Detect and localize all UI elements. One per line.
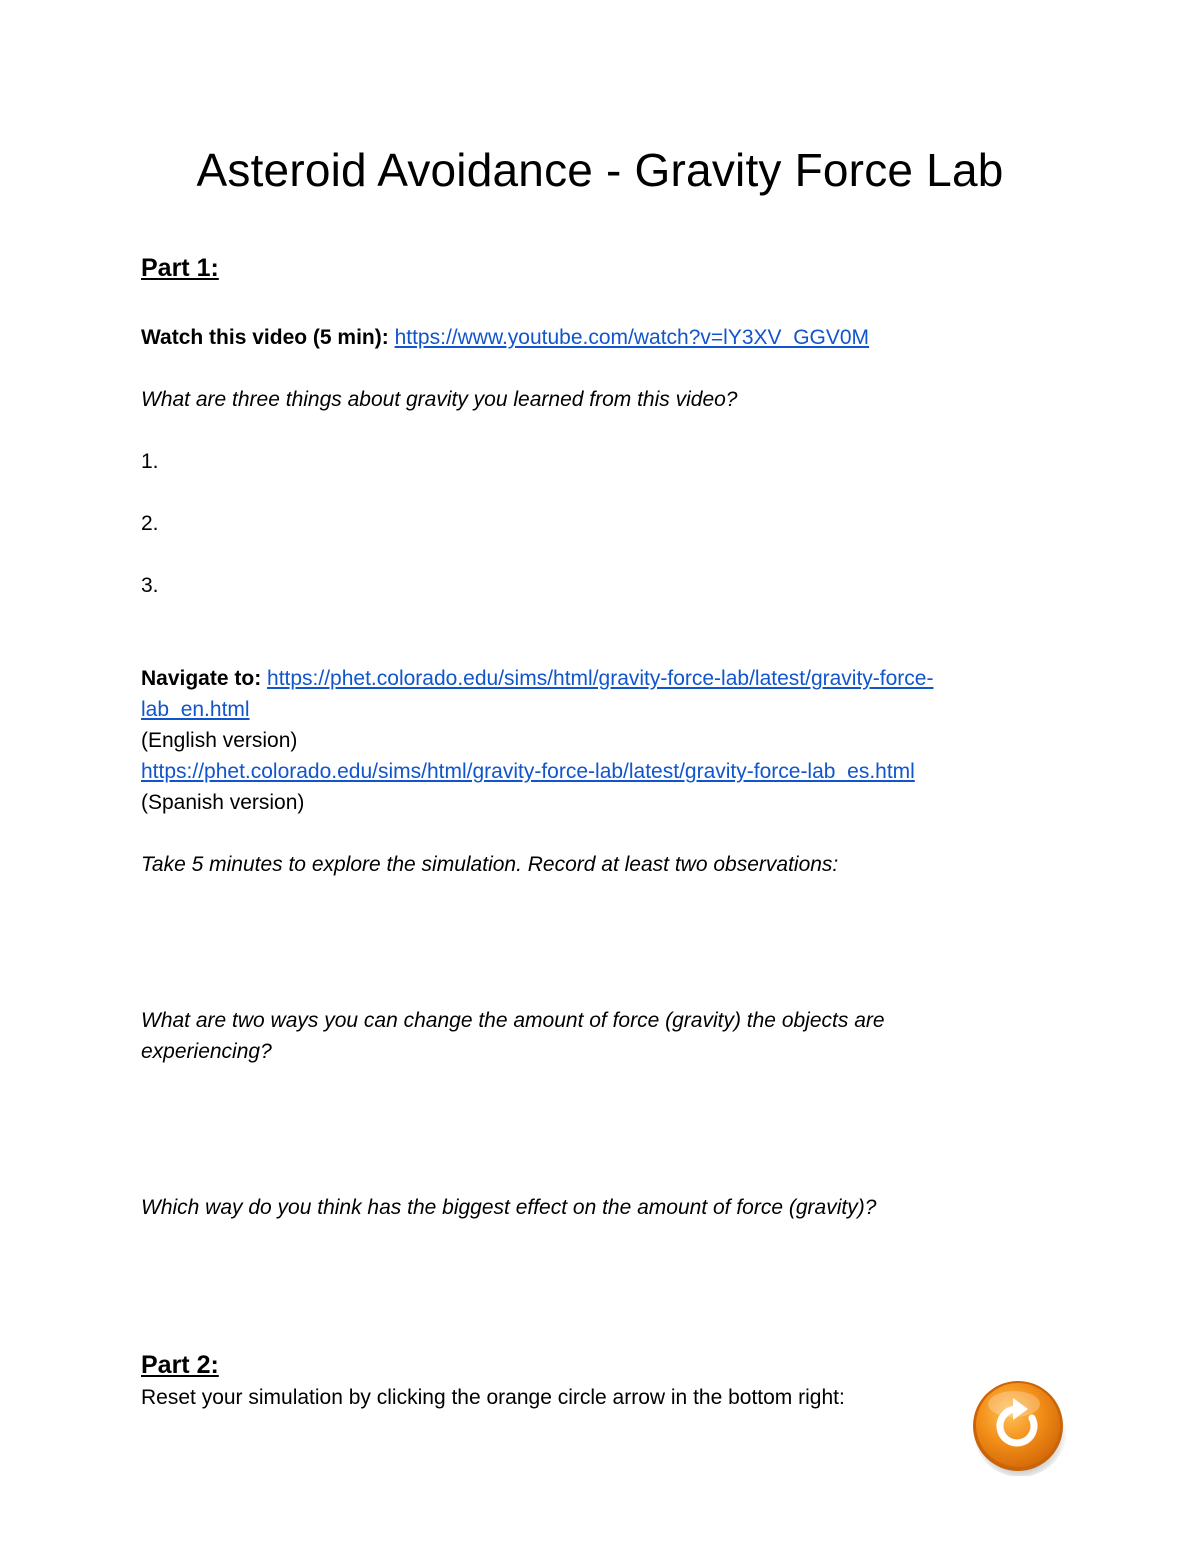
- video-link[interactable]: https://www.youtube.com/watch?v=lY3XV_GGV0M: [394, 326, 870, 349]
- explore-prompt: Take 5 minutes to explore the simulation. Record at least two observations:: [141, 853, 839, 876]
- part1-heading: Part 1:: [141, 254, 219, 282]
- two-ways-question-line1: What are two ways you can change the amount of force (gravity) the objects are: [141, 1009, 885, 1032]
- navigate-line: [141, 663, 933, 694]
- sim-link-english-part2[interactable]: lab_en.html: [141, 698, 250, 721]
- reset-instruction: Reset your simulation by clicking the orange circle arrow in the bottom right:: [141, 1386, 845, 1409]
- spanish-version-label: (Spanish version): [141, 791, 305, 814]
- english-version-label: (English version): [141, 729, 298, 752]
- sim-link-english-continuation: [141, 694, 250, 725]
- watch-video-label: Watch this video (5 min):: [141, 326, 389, 349]
- list-item-2: 2.: [141, 512, 159, 535]
- part2-heading: Part 2:: [141, 1351, 219, 1379]
- biggest-effect-question: Which way do you think has the biggest effect on the amount of force (gravity)?: [141, 1196, 877, 1219]
- sim-link-spanish-line: [141, 756, 915, 787]
- document-title: Asteroid Avoidance - Gravity Force Lab: [196, 144, 1004, 196]
- navigate-label: Navigate to:: [141, 667, 262, 690]
- reset-arrow-icon: [970, 1378, 1068, 1476]
- sim-link-english-part1[interactable]: https://phet.colorado.edu/sims/html/gravity-force-lab/latest/gravity-force-: [267, 667, 934, 690]
- list-item-3: 3.: [141, 574, 159, 597]
- two-ways-question-line2: experiencing?: [141, 1040, 272, 1063]
- watch-video-line: [141, 322, 869, 353]
- sim-link-spanish[interactable]: https://phet.colorado.edu/sims/html/gravity-force-lab/latest/gravity-force-lab_es.html: [141, 760, 915, 783]
- question-three-things: What are three things about gravity you learned from this video?: [141, 388, 738, 411]
- list-item-1: 1.: [141, 450, 159, 473]
